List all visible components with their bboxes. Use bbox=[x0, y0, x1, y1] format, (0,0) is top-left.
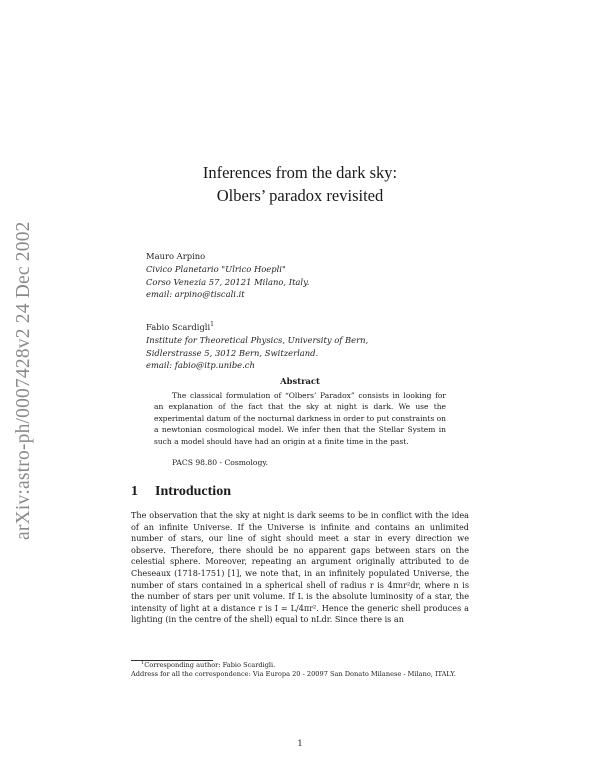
author-block-1 bbox=[146, 250, 466, 301]
section-title: Introduction bbox=[155, 484, 231, 499]
footnote-mark: 1 bbox=[210, 321, 214, 328]
author-name: Fabio Scardigli bbox=[146, 322, 211, 332]
abstract-heading: Abstract bbox=[280, 376, 320, 386]
title-line-1: Inferences from the dark sky: bbox=[202, 163, 398, 182]
author-address: Corso Venezia 57, 20121 Milano, Italy. bbox=[146, 276, 310, 287]
introduction-paragraph: The observation that the sky at night is dark seems to be in conflict with the idea of an infinite Universe. If the Universe is infinite and contains an unlimited number of stars, our line of sight should meet a star in every direction we observe. Therefore, there should be no apparent gaps between stars on the celestial sphere. Moreover, repeating an argument originally attributed to de Cheseaux (1718-1751) [1], we note that, in an infinitely populated Universe, the number of stars contained in a spherical shell of radius r is 4πnr²dr, where n is the number of stars per unit volume. If L is the absolute luminosity of a star, the intensity of light at a distance r is I = L/4πr². Hence the generic shell produces a lighting (in the centre of the shell) equal to nLdr. Since there is an bbox=[131, 510, 469, 625]
paper-title bbox=[120, 161, 480, 207]
author-address: Sidlerstrasse 5, 3012 Bern, Switzerland. bbox=[146, 347, 319, 358]
section-number: 1 bbox=[131, 484, 138, 499]
footnote-2: Address for all the correspondence: Via Europa 20 - 20097 San Donato Milanese - Milano, ITALY. bbox=[131, 670, 456, 679]
section-heading bbox=[131, 484, 231, 500]
footnote-mark: 1 bbox=[141, 660, 145, 666]
abstract-body: The classical formulation of “Olbers’ Paradox” consists in looking for an explanation of the fact that the sky at night is dark. We use the experimental datum of the nocturnal darkness in order to put constraints on a newtonian cosmological model. We infer then that the Stellar System in such a model should have had an origin at a finite time in the past. bbox=[154, 391, 446, 446]
author-affiliation: Civico Planetario "Ulrico Hoepli" bbox=[146, 263, 286, 274]
footnote-1-text: Corresponding author: Fabio Scardigli. bbox=[144, 661, 276, 669]
author-email: email: fabio@itp.unibe.ch bbox=[146, 360, 255, 371]
footnote-1 bbox=[131, 661, 469, 670]
pacs-classification: PACS 98.80 - Cosmology. bbox=[172, 458, 269, 467]
arxiv-identifier-stamp: arXiv:astro-ph/0007428v2 24 Dec 2002 bbox=[13, 221, 34, 540]
author-email: email: arpino@tiscali.it bbox=[146, 289, 245, 300]
author-name: Mauro Arpino bbox=[146, 251, 206, 261]
footnotes bbox=[131, 661, 469, 680]
page-number: 1 bbox=[297, 738, 303, 748]
title-line-2: Olbers’ paradox revisited bbox=[216, 186, 384, 205]
author-name-line bbox=[146, 321, 466, 334]
author-block-2 bbox=[146, 321, 466, 372]
author-affiliation: Institute for Theoretical Physics, University of Bern, bbox=[146, 334, 369, 345]
